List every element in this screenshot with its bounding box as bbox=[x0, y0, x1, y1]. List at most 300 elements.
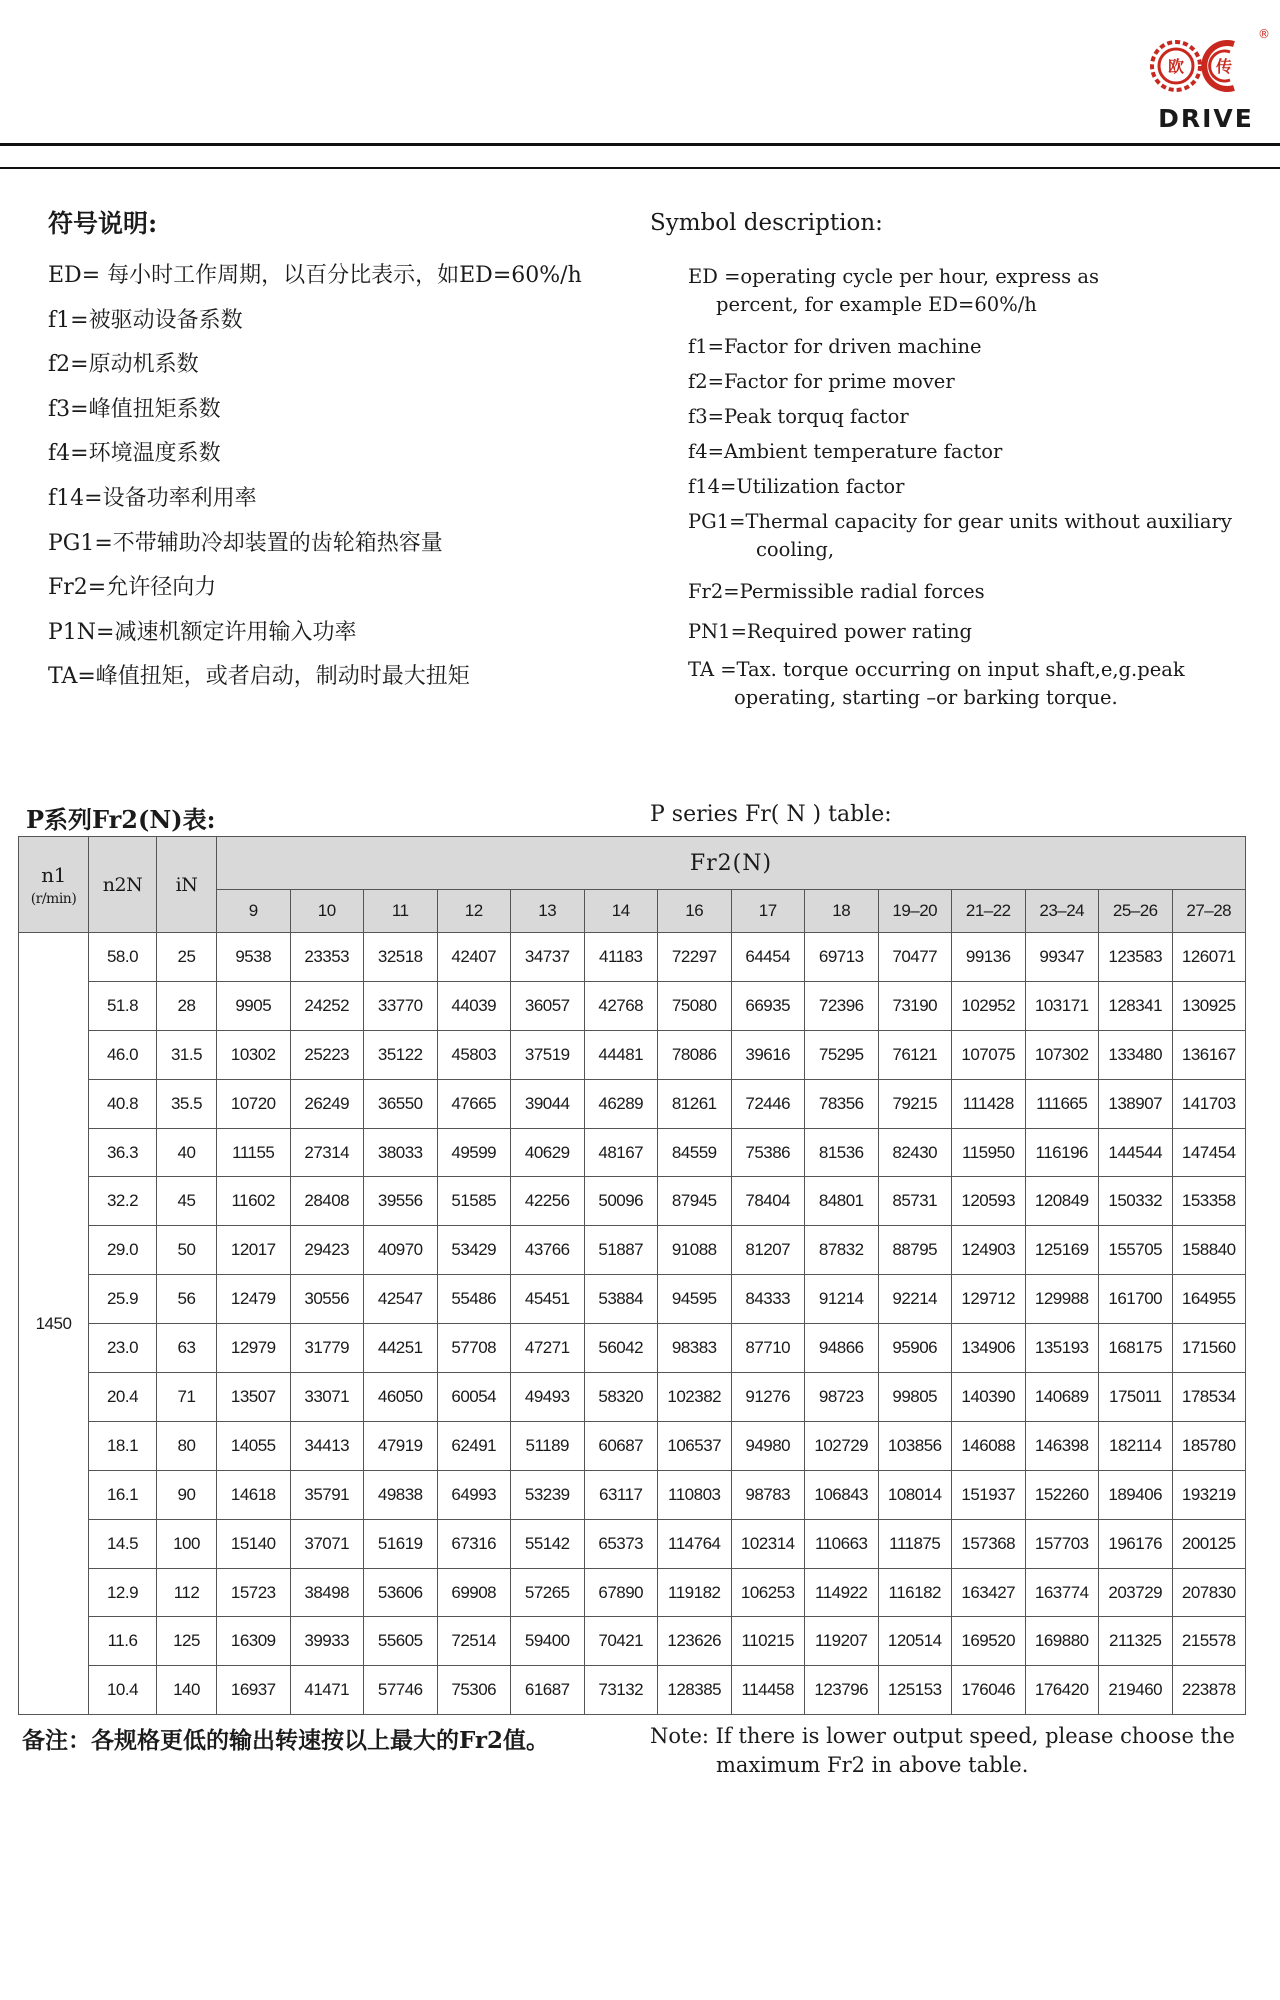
cell-n2n: 51.8 bbox=[89, 981, 157, 1030]
cell-fr2: 51189 bbox=[511, 1421, 585, 1470]
cell-fr2: 134906 bbox=[952, 1324, 1026, 1373]
symbol-item-cn: Fr2=允许径向力 bbox=[48, 575, 217, 601]
cell-fr2: 9905 bbox=[217, 981, 291, 1030]
cell-n2n: 23.0 bbox=[89, 1324, 157, 1373]
cell-fr2: 203729 bbox=[1099, 1568, 1173, 1617]
table-row bbox=[19, 1519, 1246, 1568]
cell-fr2: 10302 bbox=[217, 1030, 291, 1079]
cell-fr2: 99805 bbox=[878, 1373, 952, 1422]
cell-fr2: 58320 bbox=[584, 1373, 658, 1422]
cell-fr2: 110803 bbox=[658, 1470, 732, 1519]
cell-fr2: 79215 bbox=[878, 1079, 952, 1128]
header-size: 25–26 bbox=[1099, 890, 1173, 933]
cell-n2n: 14.5 bbox=[89, 1519, 157, 1568]
cell-fr2: 39933 bbox=[290, 1617, 364, 1666]
symbol-item-ed bbox=[688, 263, 1273, 333]
cell-fr2: 114922 bbox=[805, 1568, 879, 1617]
cell-fr2: 185780 bbox=[1172, 1421, 1246, 1470]
cell-fr2: 163427 bbox=[952, 1568, 1026, 1617]
symbol-item-cn: TA=峰值扭矩，或者启动，制动时最大扭矩 bbox=[48, 664, 470, 690]
cell-fr2: 42407 bbox=[437, 933, 511, 982]
cell-fr2: 75295 bbox=[805, 1030, 879, 1079]
symbol-item-cn: P1N=减速机额定许用输入功率 bbox=[48, 619, 357, 645]
symbol-title-en: Symbol description: bbox=[650, 210, 883, 236]
cell-fr2: 35122 bbox=[364, 1030, 438, 1079]
cell-n2n: 10.4 bbox=[89, 1666, 157, 1715]
cell-fr2: 116196 bbox=[1025, 1128, 1099, 1177]
cell-n2n: 29.0 bbox=[89, 1226, 157, 1275]
cell-fr2: 146398 bbox=[1025, 1421, 1099, 1470]
cell-fr2: 157368 bbox=[952, 1519, 1026, 1568]
cell-fr2: 61687 bbox=[511, 1666, 585, 1715]
cell-fr2: 102952 bbox=[952, 981, 1026, 1030]
cell-fr2: 106537 bbox=[658, 1421, 732, 1470]
cell-fr2: 123583 bbox=[1099, 933, 1173, 982]
cell-fr2: 75306 bbox=[437, 1666, 511, 1715]
symbol-item-cn: ED= 每小时工作周期，以百分比表示，如ED=60%/h bbox=[48, 263, 582, 288]
cell-fr2: 51619 bbox=[364, 1519, 438, 1568]
cell-fr2: 13507 bbox=[217, 1373, 291, 1422]
table-row bbox=[19, 1177, 1246, 1226]
cell-fr2: 193219 bbox=[1172, 1470, 1246, 1519]
cell-fr2: 63117 bbox=[584, 1470, 658, 1519]
cell-fr2: 153358 bbox=[1172, 1177, 1246, 1226]
cell-fr2: 24252 bbox=[290, 981, 364, 1030]
cell-fr2: 44039 bbox=[437, 981, 511, 1030]
note-cn: 备注：各规格更低的输出转速按以上最大的Fr2值。 bbox=[22, 1727, 550, 1754]
cell-fr2: 78356 bbox=[805, 1079, 879, 1128]
cell-fr2: 55486 bbox=[437, 1275, 511, 1324]
cell-fr2: 200125 bbox=[1172, 1519, 1246, 1568]
cell-fr2: 47665 bbox=[437, 1079, 511, 1128]
cell-fr2: 120593 bbox=[952, 1177, 1026, 1226]
note-en-line1: Note: If there is lower output speed, please choose the bbox=[650, 1724, 1235, 1748]
cell-fr2: 41471 bbox=[290, 1666, 364, 1715]
cell-fr2: 33071 bbox=[290, 1373, 364, 1422]
cell-n2n: 58.0 bbox=[89, 933, 157, 982]
table-row bbox=[19, 1226, 1246, 1275]
table-row bbox=[19, 1079, 1246, 1128]
cell-fr2: 111665 bbox=[1025, 1079, 1099, 1128]
cell-fr2: 128341 bbox=[1099, 981, 1173, 1030]
cell-fr2: 67890 bbox=[584, 1568, 658, 1617]
header-size: 21–22 bbox=[952, 890, 1026, 933]
cell-in: 40 bbox=[157, 1128, 217, 1177]
symbol-ta-line1: TA =Tax. torque occurring on input shaft,e,g.peak bbox=[688, 658, 1185, 681]
cell-fr2: 48167 bbox=[584, 1128, 658, 1177]
cell-fr2: 16309 bbox=[217, 1617, 291, 1666]
cell-fr2: 67316 bbox=[437, 1519, 511, 1568]
cell-fr2: 111428 bbox=[952, 1079, 1026, 1128]
cell-fr2: 37519 bbox=[511, 1030, 585, 1079]
symbol-item-f3: f3=Peak torquq factor bbox=[688, 405, 909, 428]
header-size: 13 bbox=[511, 890, 585, 933]
cell-fr2: 207830 bbox=[1172, 1568, 1246, 1617]
header-size: 12 bbox=[437, 890, 511, 933]
symbol-title-cn: 符号说明: bbox=[48, 209, 158, 238]
symbol-item-cn: f14=设备功率利用率 bbox=[48, 485, 257, 511]
cell-fr2: 106253 bbox=[731, 1568, 805, 1617]
cell-fr2: 196176 bbox=[1099, 1519, 1173, 1568]
header-n1-label: n1 bbox=[41, 862, 66, 887]
symbol-ta-line2: operating, starting –or barking torque. bbox=[734, 686, 1118, 709]
cell-fr2: 146088 bbox=[952, 1421, 1026, 1470]
cell-fr2: 15723 bbox=[217, 1568, 291, 1617]
cell-fr2: 169520 bbox=[952, 1617, 1026, 1666]
cell-fr2: 84559 bbox=[658, 1128, 732, 1177]
symbol-item-ta bbox=[688, 656, 1273, 726]
symbol-item-pg1 bbox=[688, 508, 1273, 578]
cell-fr2: 168175 bbox=[1099, 1324, 1173, 1373]
cell-fr2: 15140 bbox=[217, 1519, 291, 1568]
cell-fr2: 41183 bbox=[584, 933, 658, 982]
cell-n2n: 32.2 bbox=[89, 1177, 157, 1226]
cell-fr2: 133480 bbox=[1099, 1030, 1173, 1079]
cell-fr2: 110663 bbox=[805, 1519, 879, 1568]
cell-fr2: 87710 bbox=[731, 1324, 805, 1373]
cell-fr2: 157703 bbox=[1025, 1519, 1099, 1568]
cell-fr2: 16937 bbox=[217, 1666, 291, 1715]
cell-n1: 1450 bbox=[19, 933, 89, 1715]
cell-fr2: 87945 bbox=[658, 1177, 732, 1226]
cell-fr2: 50096 bbox=[584, 1177, 658, 1226]
cell-fr2: 11602 bbox=[217, 1177, 291, 1226]
cell-fr2: 64993 bbox=[437, 1470, 511, 1519]
header-n1-unit: (r/min) bbox=[30, 890, 77, 907]
cell-n2n: 25.9 bbox=[89, 1275, 157, 1324]
fr2-table bbox=[18, 836, 1246, 1715]
table-row bbox=[19, 1324, 1246, 1373]
cell-fr2: 135193 bbox=[1025, 1324, 1099, 1373]
cell-fr2: 55605 bbox=[364, 1617, 438, 1666]
cell-fr2: 40629 bbox=[511, 1128, 585, 1177]
cell-fr2: 36550 bbox=[364, 1079, 438, 1128]
header-n2n: n2N bbox=[89, 837, 157, 933]
cell-fr2: 182114 bbox=[1099, 1421, 1173, 1470]
cell-fr2: 130925 bbox=[1172, 981, 1246, 1030]
cell-fr2: 47919 bbox=[364, 1421, 438, 1470]
symbol-item-cn: f1=被驱动设备系数 bbox=[48, 307, 243, 333]
cell-fr2: 129712 bbox=[952, 1275, 1026, 1324]
cell-fr2: 140689 bbox=[1025, 1373, 1099, 1422]
cell-fr2: 60687 bbox=[584, 1421, 658, 1470]
cell-fr2: 91088 bbox=[658, 1226, 732, 1275]
cell-fr2: 114764 bbox=[658, 1519, 732, 1568]
cell-fr2: 102382 bbox=[658, 1373, 732, 1422]
cell-fr2: 39044 bbox=[511, 1079, 585, 1128]
cell-fr2: 27314 bbox=[290, 1128, 364, 1177]
cell-in: 28 bbox=[157, 981, 217, 1030]
header-rule-top bbox=[0, 143, 1280, 146]
cell-fr2: 108014 bbox=[878, 1470, 952, 1519]
cell-in: 140 bbox=[157, 1666, 217, 1715]
cell-fr2: 37071 bbox=[290, 1519, 364, 1568]
table-row bbox=[19, 1617, 1246, 1666]
cell-fr2: 29423 bbox=[290, 1226, 364, 1275]
cell-fr2: 46050 bbox=[364, 1373, 438, 1422]
header-n1 bbox=[19, 837, 89, 933]
cell-fr2: 45451 bbox=[511, 1275, 585, 1324]
cell-n2n: 12.9 bbox=[89, 1568, 157, 1617]
cell-fr2: 60054 bbox=[437, 1373, 511, 1422]
cell-fr2: 176420 bbox=[1025, 1666, 1099, 1715]
cell-n2n: 16.1 bbox=[89, 1470, 157, 1519]
cell-fr2: 26249 bbox=[290, 1079, 364, 1128]
cell-fr2: 10720 bbox=[217, 1079, 291, 1128]
cell-in: 50 bbox=[157, 1226, 217, 1275]
cell-fr2: 126071 bbox=[1172, 933, 1246, 982]
table-title-en: P series Fr( N ) table: bbox=[650, 802, 892, 827]
cell-fr2: 87832 bbox=[805, 1226, 879, 1275]
cell-in: 63 bbox=[157, 1324, 217, 1373]
table-row bbox=[19, 1275, 1246, 1324]
cell-fr2: 12017 bbox=[217, 1226, 291, 1275]
cell-fr2: 38498 bbox=[290, 1568, 364, 1617]
cell-fr2: 125153 bbox=[878, 1666, 952, 1715]
note-en bbox=[650, 1722, 1250, 1780]
symbol-list-en bbox=[688, 263, 1273, 726]
cell-n2n: 36.3 bbox=[89, 1128, 157, 1177]
symbol-item-f2: f2=Factor for prime mover bbox=[688, 370, 955, 393]
cell-fr2: 152260 bbox=[1025, 1470, 1099, 1519]
cell-fr2: 42547 bbox=[364, 1275, 438, 1324]
cell-fr2: 114458 bbox=[731, 1666, 805, 1715]
cell-fr2: 23353 bbox=[290, 933, 364, 982]
cell-in: 90 bbox=[157, 1470, 217, 1519]
registered-mark: ® bbox=[1258, 27, 1270, 41]
cell-fr2: 189406 bbox=[1099, 1470, 1173, 1519]
cell-fr2: 70421 bbox=[584, 1617, 658, 1666]
cell-fr2: 47271 bbox=[511, 1324, 585, 1373]
cell-fr2: 45803 bbox=[437, 1030, 511, 1079]
cell-fr2: 147454 bbox=[1172, 1128, 1246, 1177]
cell-fr2: 64454 bbox=[731, 933, 805, 982]
cell-fr2: 73190 bbox=[878, 981, 952, 1030]
cell-fr2: 103856 bbox=[878, 1421, 952, 1470]
symbol-item-cn: f4=环境温度系数 bbox=[48, 441, 221, 467]
symbol-item-pn1: PN1=Required power rating bbox=[688, 620, 973, 643]
header-size: 19–20 bbox=[878, 890, 952, 933]
cell-fr2: 102729 bbox=[805, 1421, 879, 1470]
symbol-item-cn: f3=峰值扭矩系数 bbox=[48, 396, 221, 422]
cell-fr2: 123796 bbox=[805, 1666, 879, 1715]
cell-fr2: 138907 bbox=[1099, 1079, 1173, 1128]
cell-fr2: 30556 bbox=[290, 1275, 364, 1324]
cell-fr2: 115950 bbox=[952, 1128, 1026, 1177]
symbol-item-f14: f14=Utilization factor bbox=[688, 475, 905, 498]
header-size: 27–28 bbox=[1172, 890, 1246, 933]
cell-fr2: 92214 bbox=[878, 1275, 952, 1324]
cell-fr2: 72297 bbox=[658, 933, 732, 982]
symbol-pg1-line1: PG1=Thermal capacity for gear units without auxiliary bbox=[688, 510, 1232, 533]
table-row bbox=[19, 981, 1246, 1030]
table-row bbox=[19, 1470, 1246, 1519]
cell-fr2: 88795 bbox=[878, 1226, 952, 1275]
cell-n2n: 40.8 bbox=[89, 1079, 157, 1128]
cell-fr2: 39616 bbox=[731, 1030, 805, 1079]
cell-fr2: 69713 bbox=[805, 933, 879, 982]
cell-fr2: 57265 bbox=[511, 1568, 585, 1617]
cell-fr2: 51887 bbox=[584, 1226, 658, 1275]
cell-n2n: 18.1 bbox=[89, 1421, 157, 1470]
header-size: 9 bbox=[217, 890, 291, 933]
cell-fr2: 175011 bbox=[1099, 1373, 1173, 1422]
cell-fr2: 94980 bbox=[731, 1421, 805, 1470]
cell-fr2: 91276 bbox=[731, 1373, 805, 1422]
symbol-ed-line1: ED =operating cycle per hour, express as bbox=[688, 265, 1099, 288]
cell-fr2: 57708 bbox=[437, 1324, 511, 1373]
table-row bbox=[19, 1421, 1246, 1470]
header-size: 23–24 bbox=[1025, 890, 1099, 933]
cell-fr2: 75386 bbox=[731, 1128, 805, 1177]
cell-fr2: 34413 bbox=[290, 1421, 364, 1470]
header-rule-bottom bbox=[0, 167, 1280, 169]
header-size: 17 bbox=[731, 890, 805, 933]
symbol-item-f4: f4=Ambient temperature factor bbox=[688, 440, 1003, 463]
cell-fr2: 69908 bbox=[437, 1568, 511, 1617]
cell-fr2: 12479 bbox=[217, 1275, 291, 1324]
cell-fr2: 150332 bbox=[1099, 1177, 1173, 1226]
cell-fr2: 43766 bbox=[511, 1226, 585, 1275]
cell-fr2: 124903 bbox=[952, 1226, 1026, 1275]
cell-fr2: 12979 bbox=[217, 1324, 291, 1373]
cell-fr2: 73132 bbox=[584, 1666, 658, 1715]
cell-fr2: 102314 bbox=[731, 1519, 805, 1568]
cell-fr2: 171560 bbox=[1172, 1324, 1246, 1373]
cell-fr2: 53884 bbox=[584, 1275, 658, 1324]
cell-in: 125 bbox=[157, 1617, 217, 1666]
cell-fr2: 128385 bbox=[658, 1666, 732, 1715]
cell-in: 56 bbox=[157, 1275, 217, 1324]
symbol-item-cn: PG1=不带辅助冷却装置的齿轮箱热容量 bbox=[48, 530, 443, 556]
cell-fr2: 53429 bbox=[437, 1226, 511, 1275]
cell-fr2: 84801 bbox=[805, 1177, 879, 1226]
cell-fr2: 42256 bbox=[511, 1177, 585, 1226]
cell-fr2: 84333 bbox=[731, 1275, 805, 1324]
cell-fr2: 57746 bbox=[364, 1666, 438, 1715]
header-size: 14 bbox=[584, 890, 658, 933]
symbol-ed-line2: percent, for example ED=60%/h bbox=[716, 293, 1037, 316]
cell-fr2: 178534 bbox=[1172, 1373, 1246, 1422]
cell-fr2: 151937 bbox=[952, 1470, 1026, 1519]
cell-in: 45 bbox=[157, 1177, 217, 1226]
cell-fr2: 31779 bbox=[290, 1324, 364, 1373]
cell-in: 100 bbox=[157, 1519, 217, 1568]
cell-fr2: 33770 bbox=[364, 981, 438, 1030]
cell-fr2: 107075 bbox=[952, 1030, 1026, 1079]
cell-fr2: 103171 bbox=[1025, 981, 1099, 1030]
cell-fr2: 110215 bbox=[731, 1617, 805, 1666]
note-en-line2: maximum Fr2 in above table. bbox=[716, 1753, 1029, 1777]
cell-n2n: 20.4 bbox=[89, 1373, 157, 1422]
cell-fr2: 40970 bbox=[364, 1226, 438, 1275]
cell-fr2: 81261 bbox=[658, 1079, 732, 1128]
cell-fr2: 163774 bbox=[1025, 1568, 1099, 1617]
table-row bbox=[19, 1030, 1246, 1079]
cell-in: 31.5 bbox=[157, 1030, 217, 1079]
cell-fr2: 144544 bbox=[1099, 1128, 1173, 1177]
cell-fr2: 72514 bbox=[437, 1617, 511, 1666]
cell-fr2: 141703 bbox=[1172, 1079, 1246, 1128]
table-row bbox=[19, 1373, 1246, 1422]
cell-fr2: 65373 bbox=[584, 1519, 658, 1568]
cell-fr2: 211325 bbox=[1099, 1617, 1173, 1666]
logo-brand-text: DRIVE bbox=[1158, 104, 1254, 133]
cell-fr2: 34737 bbox=[511, 933, 585, 982]
cell-fr2: 70477 bbox=[878, 933, 952, 982]
cell-fr2: 39556 bbox=[364, 1177, 438, 1226]
cell-fr2: 11155 bbox=[217, 1128, 291, 1177]
cell-fr2: 111875 bbox=[878, 1519, 952, 1568]
cell-fr2: 51585 bbox=[437, 1177, 511, 1226]
table-row bbox=[19, 933, 1246, 982]
cell-fr2: 81536 bbox=[805, 1128, 879, 1177]
cell-fr2: 120514 bbox=[878, 1617, 952, 1666]
table-row bbox=[19, 1666, 1246, 1715]
cell-fr2: 38033 bbox=[364, 1128, 438, 1177]
cell-fr2: 106843 bbox=[805, 1470, 879, 1519]
cell-fr2: 99136 bbox=[952, 933, 1026, 982]
cell-fr2: 78086 bbox=[658, 1030, 732, 1079]
cell-fr2: 78404 bbox=[731, 1177, 805, 1226]
cell-fr2: 25223 bbox=[290, 1030, 364, 1079]
cell-n2n: 46.0 bbox=[89, 1030, 157, 1079]
table-title-cn: P系列Fr2(N)表: bbox=[26, 805, 216, 834]
cell-fr2: 49493 bbox=[511, 1373, 585, 1422]
cell-fr2: 62491 bbox=[437, 1421, 511, 1470]
cell-in: 35.5 bbox=[157, 1079, 217, 1128]
cell-fr2: 49599 bbox=[437, 1128, 511, 1177]
table-row bbox=[19, 1568, 1246, 1617]
symbol-pg1-line2: cooling, bbox=[756, 538, 835, 561]
symbol-item-fr2: Fr2=Permissible radial forces bbox=[688, 580, 985, 603]
cell-fr2: 123626 bbox=[658, 1617, 732, 1666]
header-size: 11 bbox=[364, 890, 438, 933]
cell-fr2: 95906 bbox=[878, 1324, 952, 1373]
cell-fr2: 32518 bbox=[364, 933, 438, 982]
cell-fr2: 223878 bbox=[1172, 1666, 1246, 1715]
cell-in: 25 bbox=[157, 933, 217, 982]
cell-fr2: 161700 bbox=[1099, 1275, 1173, 1324]
cell-fr2: 49838 bbox=[364, 1470, 438, 1519]
cell-fr2: 155705 bbox=[1099, 1226, 1173, 1275]
cell-fr2: 53606 bbox=[364, 1568, 438, 1617]
cell-fr2: 215578 bbox=[1172, 1617, 1246, 1666]
cell-in: 71 bbox=[157, 1373, 217, 1422]
cell-fr2: 98723 bbox=[805, 1373, 879, 1422]
header-fr2: Fr2(N) bbox=[217, 837, 1246, 890]
cell-fr2: 98783 bbox=[731, 1470, 805, 1519]
logo-char-right: 传 bbox=[1215, 57, 1233, 76]
cell-fr2: 36057 bbox=[511, 981, 585, 1030]
cell-fr2: 169880 bbox=[1025, 1617, 1099, 1666]
header-size: 10 bbox=[290, 890, 364, 933]
cell-fr2: 136167 bbox=[1172, 1030, 1246, 1079]
cell-fr2: 85731 bbox=[878, 1177, 952, 1226]
cell-fr2: 158840 bbox=[1172, 1226, 1246, 1275]
cell-fr2: 9538 bbox=[217, 933, 291, 982]
cell-fr2: 14618 bbox=[217, 1470, 291, 1519]
cell-fr2: 176046 bbox=[952, 1666, 1026, 1715]
symbol-list-cn bbox=[48, 262, 648, 708]
symbol-item-f1: f1=Factor for driven machine bbox=[688, 335, 982, 358]
cell-in: 80 bbox=[157, 1421, 217, 1470]
cell-fr2: 164955 bbox=[1172, 1275, 1246, 1324]
cell-fr2: 66935 bbox=[731, 981, 805, 1030]
cell-fr2: 53239 bbox=[511, 1470, 585, 1519]
cell-fr2: 82430 bbox=[878, 1128, 952, 1177]
cell-fr2: 98383 bbox=[658, 1324, 732, 1373]
